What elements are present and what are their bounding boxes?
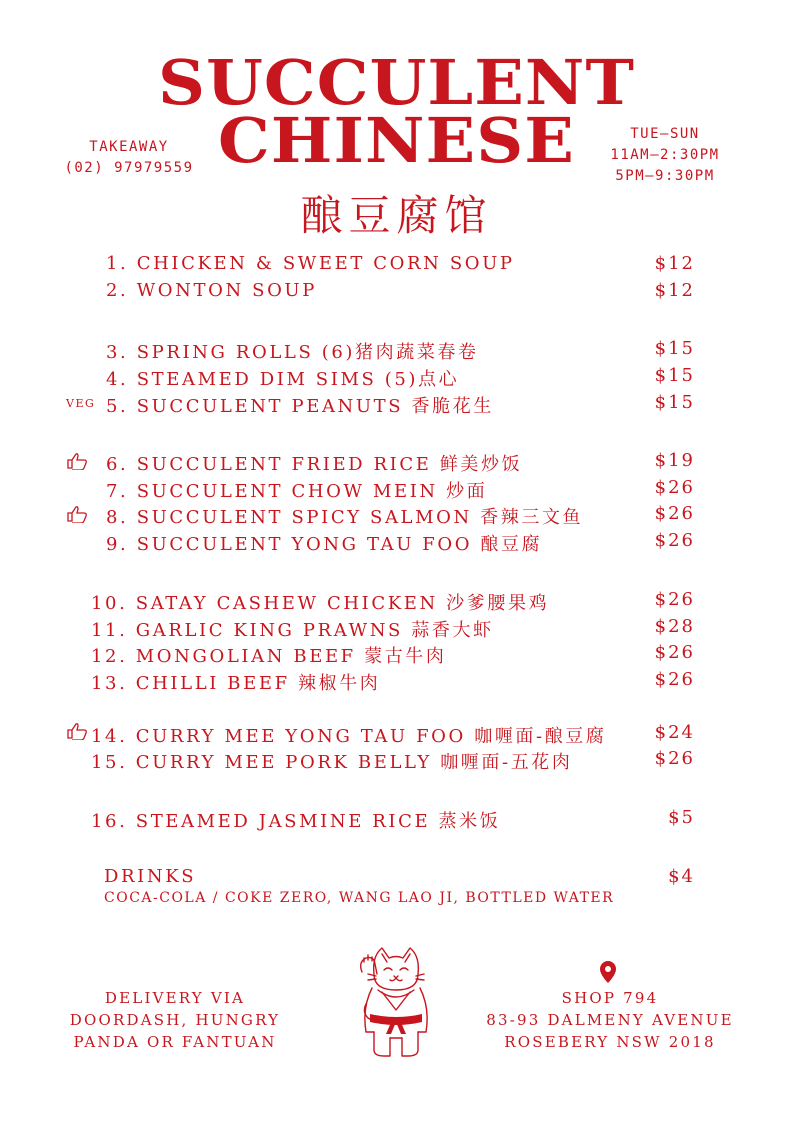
menu-item [106,280,317,301]
item-price: $24 [654,722,695,743]
chinese-name: 酿豆腐馆 [300,191,493,240]
menu-item [91,616,494,642]
item-name: SUCCULENT FRIED RICE 鲜美炒饭 [136,454,523,475]
item-price: $15 [654,392,695,413]
item-number: 13. [91,673,128,694]
item-price: $26 [654,589,695,610]
item-price: $15 [654,365,695,386]
drinks-label: DRINKS [104,866,197,887]
thumbs-up-icon [66,722,90,740]
takeaway-block [56,137,202,179]
item-number: 10. [91,593,128,614]
item-name: STEAMED JASMINE RICE 蒸米饭 [135,811,501,832]
map-pin-icon [598,960,618,984]
title-line-2: CHINESE [218,104,575,177]
title-line-1: SUCCULENT [158,46,635,119]
item-price: $26 [654,642,695,663]
item-name: SUCCULENT CHOW MEIN 炒面 [136,481,488,502]
item-number: 11. [91,620,128,641]
item-price: $12 [654,280,695,301]
item-name: STEAMED DIM SIMS (5)点心 [136,369,460,390]
item-name: WONTON SOUP [136,280,317,301]
item-price: $28 [654,616,695,637]
thumbs-up-icon [66,452,90,470]
item-number: 2. [106,280,129,301]
item-name: CHICKEN & SWEET CORN SOUP [136,253,515,274]
menu-item [91,669,380,695]
menu-item [106,450,522,476]
item-name: SATAY CASHEW CHICKEN 沙爹腰果鸡 [135,593,550,614]
delivery-line: PANDA OR FANTUAN [73,1033,277,1051]
menu-item [106,530,542,556]
menu-item [106,392,494,418]
thumbs-up-icon [66,505,90,523]
lucky-cat-icon [352,944,438,1062]
delivery-line: DELIVERY VIA [104,989,246,1007]
address-line: ROSEBERY NSW 2018 [504,1033,716,1051]
item-price: $5 [668,807,695,828]
item-number: 6. [106,454,129,475]
item-name: SPRING ROLLS (6)猪肉蔬菜春卷 [136,342,479,363]
item-price: $26 [654,477,695,498]
takeaway-label: TAKEAWAY [89,139,169,155]
item-number: 8. [106,507,129,528]
address-info [482,987,738,1053]
item-number: 7. [106,481,129,502]
delivery-line: DOORDASH, HUNGRY [69,1011,281,1029]
item-number: 1. [106,253,129,274]
item-price: $26 [654,748,695,769]
item-name: CURRY MEE PORK BELLY 咖喱面-五花肉 [135,752,573,773]
lunch-hours: 11AM—2:30PM [610,147,720,163]
menu-item [106,253,515,274]
menu-item [106,503,583,529]
dinner-hours: 5PM—9:30PM [615,168,715,184]
item-price: $26 [654,503,695,524]
item-price: $12 [654,253,695,274]
item-price: $15 [654,338,695,359]
item-number: 3. [106,342,129,363]
item-number: 9. [106,534,129,555]
item-name: SUCCULENT YONG TAU FOO 酿豆腐 [136,534,543,555]
menu-item [106,338,479,364]
address-line: 83-93 DALMENY AVENUE [486,1011,734,1029]
menu-item [91,807,500,833]
item-number: 5. [106,396,129,417]
item-number: 16. [91,811,128,832]
drinks-list: COCA-COLA / COKE ZERO, WANG LAO JI, BOTTLED WATER [104,890,615,906]
item-name: CURRY MEE YONG TAU FOO 咖喱面-酿豆腐 [135,726,607,747]
hours-block [588,124,742,187]
item-number: 12. [91,646,128,667]
menu-item [91,748,573,774]
item-name: MONGOLIAN BEEF 蒙古牛肉 [135,646,447,667]
item-name: CHILLI BEEF 辣椒牛肉 [135,673,381,694]
phone-number: (02) 97979559 [64,160,194,176]
item-price: $26 [654,530,695,551]
item-price: $19 [654,450,695,471]
item-name: SUCCULENT PEANUTS 香脆花生 [136,396,494,417]
delivery-info [60,987,290,1053]
item-name: GARLIC KING PRAWNS 蒜香大虾 [135,620,494,641]
address-line: SHOP 794 [561,989,659,1007]
item-name: SUCCULENT SPICY SALMON 香辣三文鱼 [136,507,584,528]
menu-item [91,642,447,668]
item-number: 4. [106,369,129,390]
menu-item [91,589,549,615]
opening-days: TUE—SUN [630,126,700,142]
menu-item [91,722,607,748]
item-price: $26 [654,669,695,690]
item-number: 14. [91,726,128,747]
drinks-price: $4 [668,866,695,887]
menu-item [106,365,459,391]
item-number: 15. [91,752,128,773]
veg-label: VEG [66,397,96,410]
menu-item [106,477,487,503]
